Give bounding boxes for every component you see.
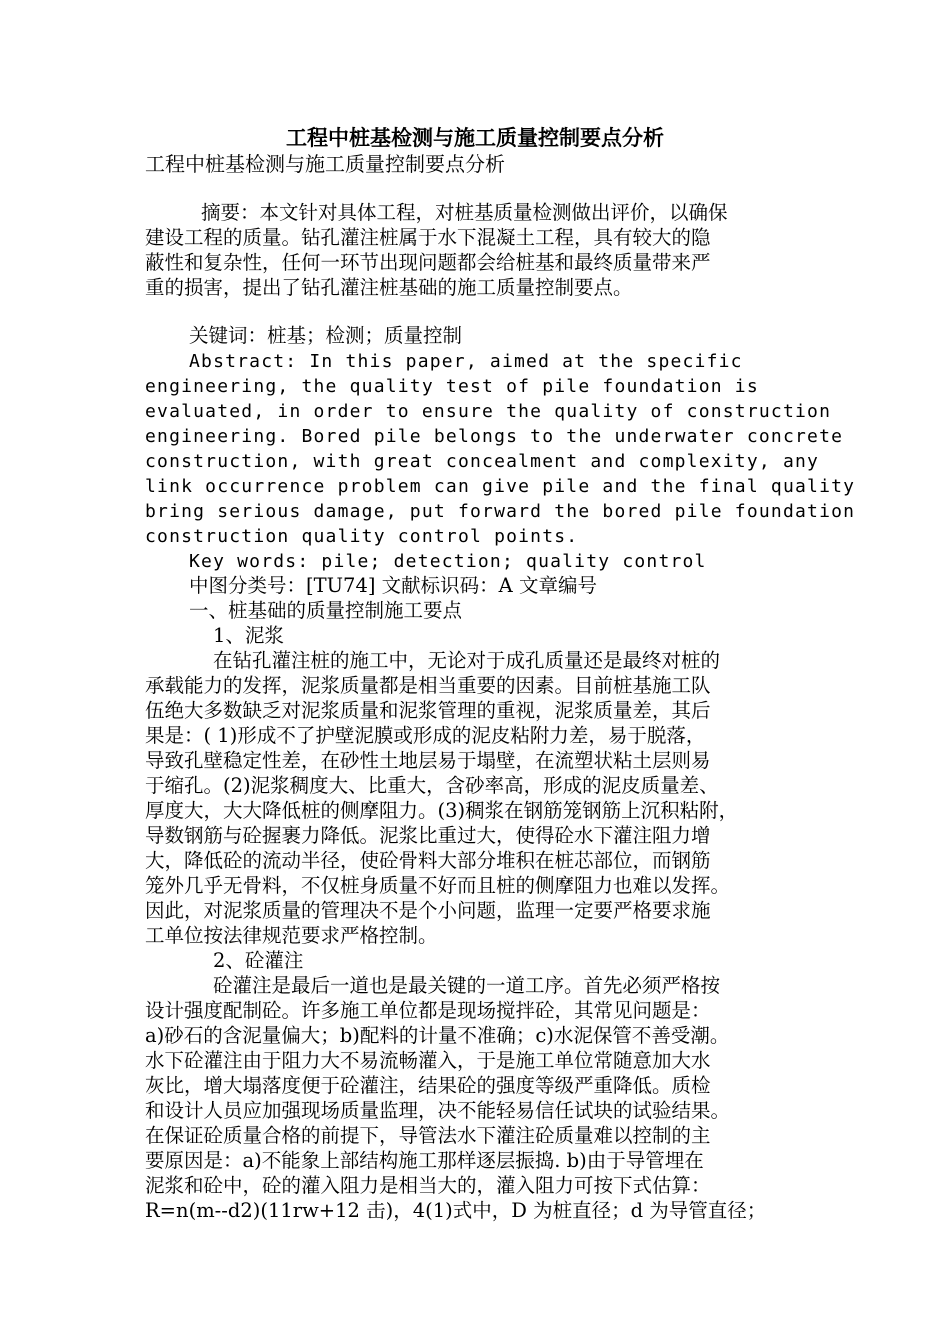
body-line: 砼灌注是最后一道也是最关键的一道工序。首先必须严格按 (213, 974, 721, 997)
body-line: 在保证砼质量合格的前提下，导管法水下灌注砼质量难以控制的主 (145, 1124, 711, 1147)
keywords-en: Key words: pile; detection; quality control (189, 551, 707, 572)
body-line: 笼外几乎无骨料，不仅桩身质量不好而且桩的侧摩阻力也难以发挥。 (145, 874, 731, 897)
abstract-cn-line: 蔽性和复杂性，任何一环节出现问题都会给桩基和最终质量带来严 (145, 251, 711, 274)
abstract-cn-line: 建设工程的质量。钻孔灌注桩属于水下混凝土工程，具有较大的隐 (145, 226, 711, 249)
body-line: 水下砼灌注由于阻力大不易流畅灌入，于是施工单位常随意加大水 (145, 1049, 711, 1072)
body-line: a)砂石的含泥量偏大；b)配料的计量不准确；c)水泥保管不善受潮。 (145, 1024, 730, 1047)
body-line: 导致孔壁稳定性差，在砂性土地层易于塌壁，在流塑状粘土层则易 (145, 749, 711, 772)
abstract-cn-line: 摘要：本文针对具体工程，对桩基质量检测做出评价，以确保 (201, 201, 728, 224)
abstract-en-line: construction quality control points. (145, 526, 579, 547)
section-heading: 一、桩基础的质量控制施工要点 (189, 599, 463, 622)
body-line: 因此，对泥浆质量的管理决不是个小问题，监理一定要严格要求施 (145, 899, 711, 922)
body-line: 导数钢筋与砼握裹力降低。泥浆比重过大，使得砼水下灌注阻力增 (145, 824, 711, 847)
body-line: 设计强度配制砼。许多施工单位都是现场搅拌砼，其常见问题是： (145, 999, 711, 1022)
subsection-heading: 2、砼灌注 (213, 949, 304, 972)
body-line: 果是：( 1)形成不了护壁泥膜或形成的泥皮粘附力差，易于脱落， (145, 724, 706, 747)
body-line: 承载能力的发挥，泥浆质量都是相当重要的因素。目前桩基施工队 (145, 674, 711, 697)
classification-line: 中图分类号：[TU74] 文献标识码：A 文章编号 (189, 574, 597, 597)
body-line: 于缩孔。(2)泥浆稠度大、比重大，含砂率高，形成的泥皮质量差、 (145, 774, 719, 797)
abstract-en-line: engineering, the quality test of pile foundation is (145, 376, 759, 397)
body-line: 在钻孔灌注桩的施工中，无论对于成孔质量还是最终对桩的 (213, 649, 721, 672)
body-line: 灰比，增大塌落度便于砼灌注，结果砼的强度等级严重降低。质检 (145, 1074, 711, 1097)
abstract-en-line: engineering. Bored pile belongs to the underwater concrete (145, 426, 844, 447)
body-line: 工单位按法律规范要求严格控制。 (145, 924, 438, 947)
abstract-cn-line: 重的损害，提出了钻孔灌注桩基础的施工质量控制要点。 (145, 276, 633, 299)
abstract-en-line: evaluated, in order to ensure the quality of construction (145, 401, 832, 422)
subsection-heading: 1、泥浆 (213, 624, 284, 647)
document-subtitle: 工程中桩基检测与施工质量控制要点分析 (145, 152, 505, 176)
abstract-en-line: construction, with great concealment and complexity, any (145, 451, 820, 472)
body-line: 伍绝大多数缺乏对泥浆质量和泥浆管理的重视，泥浆质量差，其后 (145, 699, 711, 722)
body-line: 要原因是：a)不能象上部结构施工那样逐层振捣. b)由于导管埋在 (145, 1149, 704, 1172)
body-line: R=n(m--d2)(11rw+12 击)，4(1)式中，D 为桩直径；d 为导管直径； (145, 1199, 767, 1222)
keywords-cn: 关键词：桩基；检测；质量控制 (189, 324, 463, 347)
body-line: 大，降低砼的流动半径，使砼骨料大部分堆积在桩芯部位，而钢筋 (145, 849, 711, 872)
abstract-en-line: link occurrence problem can give pile and the final quality (145, 476, 856, 497)
abstract-en-line: bring serious damage, put forward the bored pile foundation (145, 501, 856, 522)
body-line: 厚度大，大大降低桩的侧摩阻力。(3)稠浆在钢筋笼钢筋上沉积粘附， (145, 799, 739, 822)
body-line: 和设计人员应加强现场质量监理，决不能轻易信任试块的试验结果。 (145, 1099, 731, 1122)
body-line: 泥浆和砼中，砼的灌入阻力是相当大的，灌入阻力可按下式估算： (145, 1174, 711, 1197)
abstract-en-line: Abstract: In this paper, aimed at the specific (189, 351, 743, 372)
document-title: 工程中桩基检测与施工质量控制要点分析 (286, 125, 664, 150)
